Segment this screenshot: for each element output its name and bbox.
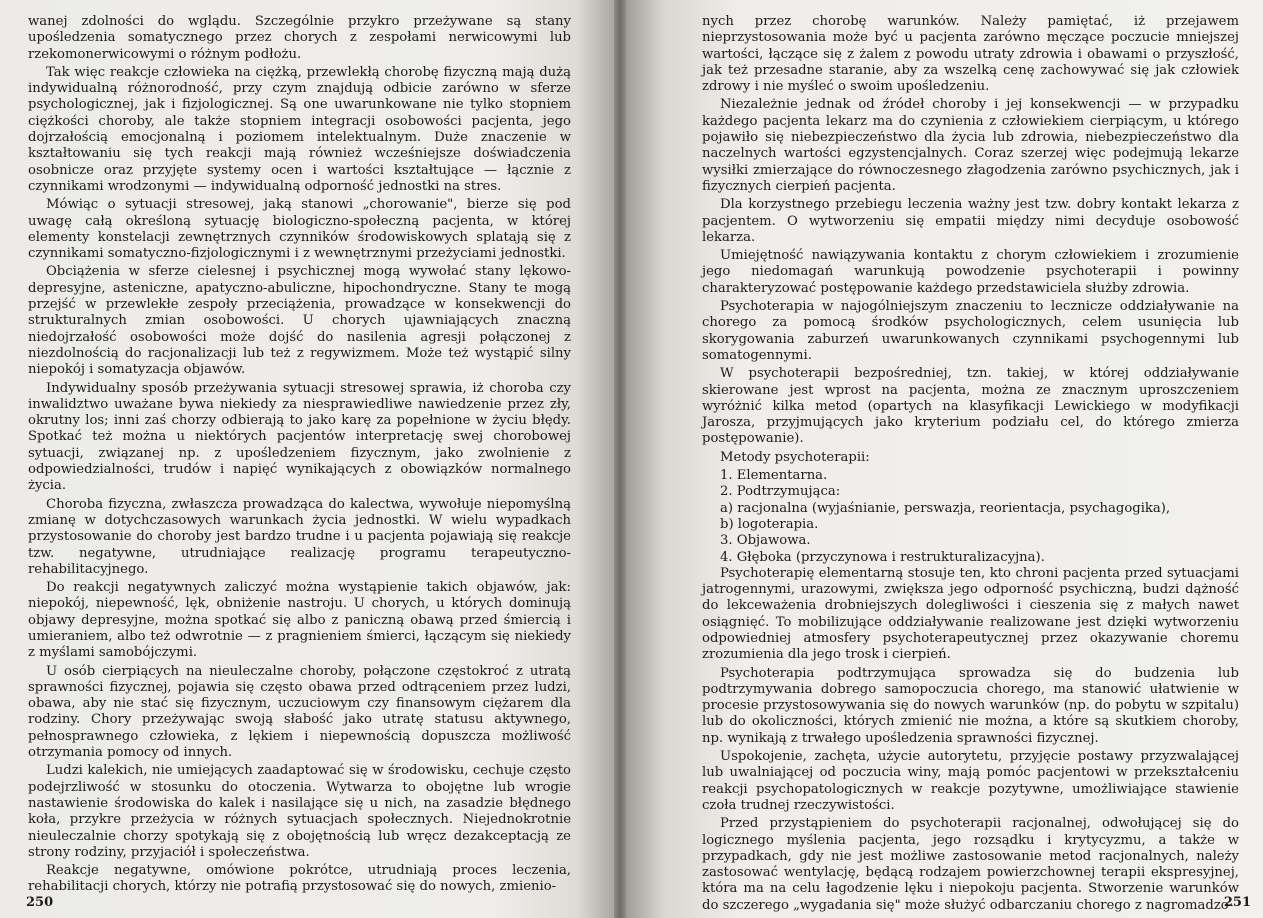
paragraph: nych przez chorobę warunków. Należy pamiętać, iż przejawem nieprzystosowania może być u pacjenta zarówno męczące poczucie mniejszej wartości, łączące się z żalem z powodu utraty zdrowia i obawami o przyszłość, jak też przesadne staranie, aby za wszelką cenę zachowywać się jak człowiek zdrowy i nie myśleć o swoim upośledzeniu.	[702, 14, 1239, 95]
list-item: 2. Podtrzymująca:	[720, 484, 841, 500]
right-page-text	[702, 14, 1239, 916]
paragraph: Mówiąc o sytuacji stresowej, jaką stanowi „chorowanie", bierze się pod uwagę całą określoną sytuację biologiczno-społeczną pacjenta, w której elementy konstelacji zewnętrznych czynników środowiskowych splatają się z czynnikami somatyczno-fizjologicznymi i z wewnętrznymi przeżyciami jednostki.	[28, 197, 571, 262]
paragraph: Przed przystąpieniem do psychoterapii racjonalnej, odwołującej się do logicznego myślenia pacjenta, jego rozsądku i krytycyzmu, a także w przypadkach, gdy nie jest możliwe zastosowanie metod racjonalnych, należy zastosować wentylację, będącą rodzajem powierzchownej terapii ekspresyjnej, która ma na celu łagodzenie lęku i niepokoju pacjenta. Stworzenie warunków do szczerego „wygadania się" może służyć odbarczaniu chorego z nagromadzo-	[702, 816, 1239, 913]
paragraph: Psychoterapia podtrzymująca sprowadza się do budzenia lub podtrzymywania dobrego samopoczucia chorego, ma stanowić ułatwienie w procesie przystosowywania się do nowych warunków (np. do pobytu w szpitalu) lub do okoliczności, których zmienić nie można, a które są skutkiem choroby, np. wynikają z trwałego upośledzenia sprawności fizycznej.	[702, 665, 1239, 746]
list-item: a) racjonalna (wyjaśnianie, perswazja, reorientacja, psychagogika),	[720, 500, 1171, 516]
left-page	[0, 0, 614, 918]
paragraph: Psychoterapię elementarną stosuje ten, kto chroni pacjenta przed sytuacjami jatrogennymi, urazowymi, zwiększa jego odporność psychiczną, budzi dążność do lekceważenia drobniejszych dolegliwości i cieszenia się z małych nawet osiągnięć. To mobilizujące oddziaływanie realizowane jest dzięki wytworzeniu odpowiedniej atmosfery psychoterapeutycznej przez okazywanie choremu zrozumienia dla jego trosk i cierpień.	[702, 565, 1239, 663]
paragraph: Obciążenia w sferze cielesnej i psychicznej mogą wywołać stany lękowo-depresyjne, asteniczne, apatyczno-abuliczne, hipochondryczne. Stany te mogą przejść w przewlekłe zespoły przeciążenia, prowadzące w konsekwencji do strukturalnych zmian osobowości. U chorych ujawniających znaczną niedojrzałość osobowości może dojść do nasilenia agresji połączonej z niezdolnością do racjonalizacji lub też z regywizmem. Może też wystąpić silny niepokój i somatyzacja objawów.	[28, 264, 571, 378]
list-item: 1. Elementarna.	[720, 468, 828, 484]
paragraph: Reakcje negatywne, omówione pokrótce, utrudniają proces leczenia, rehabilitacji chorych, którzy nie potrafią przystosować się do nowych, zmienio-	[28, 863, 571, 895]
paragraph: Uspokojenie, zachęta, użycie autorytetu, przyjęcie postawy przyzwalającej lub uwalniającej od poczucia winy, mają pomóc pacjentowi w przekształceniu reakcji psychopatologicznych w reakcje pozytywne, umożliwiające stawienie czoła trudnej rzeczywistości.	[702, 749, 1239, 813]
paragraph: wanej zdolności do wglądu. Szczególnie przykro przeżywane są stany upośledzenia somatycznego przez chorych z zespołami nerwicowymi lub rzekomonerwicowymi o różnym podłożu.	[28, 14, 571, 62]
paragraph: Ludzi kalekich, nie umiejących zaadaptować się w środowisku, cechuje często podejrzliwość w stosunku do otoczenia. Wytwarza to obojętne lub wrogie nastawienie środowiska do kalek i nasilające się u nich, na zasadzie błędnego koła, przykre przeżycia w różnych sytuacjach społecznych. Niejednokrotnie nieuleczalnie chorzy spotykają się z obojętnością lub wręcz dezakceptacją ze strony rodziny, przyjaciół i społeczeństwa.	[28, 763, 571, 860]
paragraph: Do reakcji negatywnych zaliczyć można wystąpienie takich objawów, jak: niepokój, niepewność, lęk, obniżenie nastroju. U chorych, u których dominują objawy depresyjne, można spotkać się albo z paniczną obawą przed śmiercią i umieraniem, albo też odwrotnie — z pragnieniem śmierci, łączącym się niekiedy z myślami samobójczymi.	[28, 580, 571, 661]
paragraph: Psychoterapia w najogólniejszym znaczeniu to lecznicze oddziaływanie na chorego za pomocą środków psychologicznych, celem usunięcia lub skorygowania zaburzeń uwarunkowanych czynnikami psychogennymi lub somatogennymi.	[702, 299, 1239, 363]
list-item: 3. Objawowa.	[720, 533, 811, 549]
page-number-right: 251	[1223, 895, 1251, 910]
paragraph: Choroba fizyczna, zwłaszcza prowadząca do kalectwa, wywołuje niepomyślną zmianę w dotychczasowych warunkach życia jednostki. W wielu wypadkach przystosowanie do choroby jest bardzo trudne i u pacjenta pojawiają się reakcje tzw. negatywne, utrudniające realizację programu terapeutyczno-rehabilitacyjnego.	[28, 496, 571, 577]
list-item: b) logoterapia.	[720, 516, 819, 532]
paragraph: Niezależnie jednak od źródeł choroby i jej konsekwencji — w przypadku każdego pacjenta lekarz ma do czynienia z człowiekiem cierpiącym, u którego pojawiło się niebezpieczeństwo dla życia lub zdrowia, niebezpieczeństwo dla naczelnych wartości egzystencjalnych. Coraz szerzej więc podejmują lekarze wysiłki zmierzające do równoczesnego złagodzenia zarówno psychicznych, jak i fizycznych cierpień pacjenta.	[702, 97, 1239, 194]
paragraph: Umiejętność nawiązywania kontaktu z chorym człowiekiem i zrozumienie jego niedomagań warunkują powodzenie psychoterapii i powinny charakteryzować postępowanie każdego przedstawiciela służby zdrowia.	[702, 248, 1239, 296]
left-page-text	[28, 14, 571, 898]
page-number-left: 250	[26, 895, 54, 910]
paragraph: Metody psychoterapii:	[720, 449, 870, 465]
methods-list	[702, 468, 1239, 566]
paragraph: U osób cierpiących na nieuleczalne choroby, połączone częstokroć z utratą sprawności fizycznej, pojawia się często obawa przed odtrąceniem przez ludzi, obawa, aby nie stać się fizycznym, uczuciowym czy finansowym ciężarem dla rodziny. Chory przeżywając swoją słabość jako utratę statusu aktywnego, pełnosprawnego człowieka, z lękiem i niepewnością dopuszcza możliwość otrzymania pomocy od innych.	[28, 663, 571, 761]
paragraph: W psychoterapii bezpośredniej, tzn. takiej, w której oddziaływanie skierowane jest wprost na pacjenta, można ze znacznym uproszczeniem wyróżnić kilka metod (opartych na klasyfikacji Lewickiego w modyfikacji Jarosza, przyjmujących jako kryterium podziału cel, do którego zmierza postępowanie).	[702, 366, 1239, 447]
book-gutter	[614, 0, 626, 918]
paragraph: Tak więc reakcje człowieka na ciężką, przewlekłą chorobę fizyczną mają dużą indywidualną różnorodność, przy czym znajdują odbicie zarówno w sferze psychologicznej, jak i fizjologicznej. Są one uwarunkowane nie tylko stopniem ciężkości choroby, ale także stopniem integracji osobowości pacjenta, jego dojrzałością emocjonalną i poziomem intelektualnym. Duże znaczenie w kształtowaniu się tych reakcji mają również wcześniejsze doświadczenia osobnicze oraz przyjęte systemy ocen i wartości kształtujące — łącznie z czynnikami wrodzonymi — indywidualną odporność jednostki na stres.	[28, 64, 571, 194]
right-page	[626, 0, 1263, 918]
paragraph: Indywidualny sposób przeżywania sytuacji stresowej sprawia, iż choroba czy inwalidztwo uważane bywa niekiedy za niesprawiedliwe nawiedzenie przez zły, okrutny los; inni zaś chorzy odbierają to jako karę za popełnione w życiu błędy. Spotkać też można u niektórych pacjentów interpretację swej chorobowej sytuacji, związanej np. z upośledzeniem fizycznym, jako zwolnienie z odpowiedzialności, trudów i napięć wynikających z obowiązków normalnego życia.	[28, 380, 571, 494]
list-item: 4. Głęboka (przyczynowa i restrukturalizacyjna).	[720, 549, 1045, 565]
paragraph: Dla korzystnego przebiegu leczenia ważny jest tzw. dobry kontakt lekarza z pacjentem. O wytworzeniu się empatii między nimi decyduje osobowość lekarza.	[702, 197, 1239, 245]
